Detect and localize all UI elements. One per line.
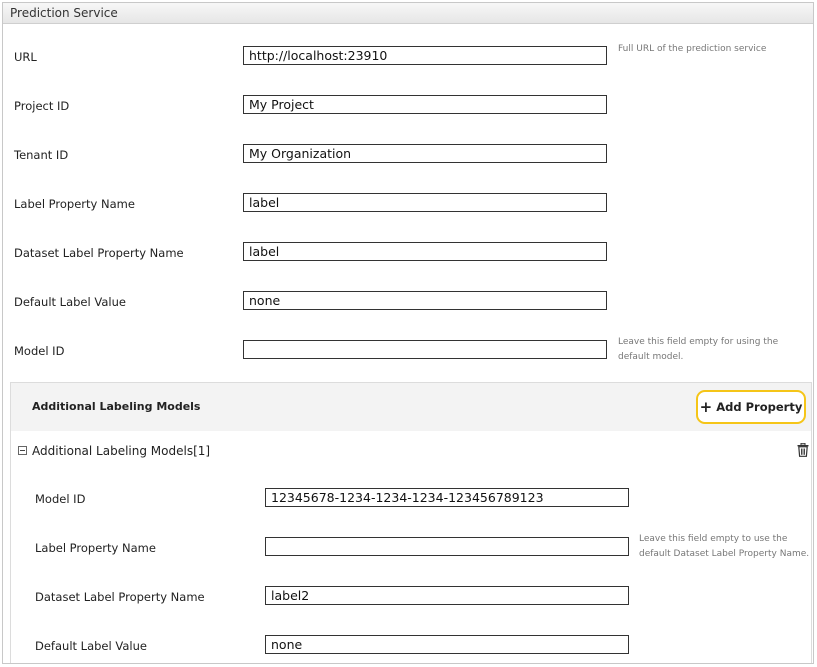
additional-labeling-models-title: Additional Labeling Models: [32, 400, 201, 413]
model-id-input[interactable]: [243, 340, 607, 359]
field-row-tenant-id: [3, 144, 813, 166]
url-help-text: Full URL of the prediction service: [618, 44, 767, 54]
sub-field-row-dataset-label-property-name: [11, 586, 811, 608]
additional-model-item-title: Additional Labeling Models[1]: [32, 444, 211, 458]
model-id-help-text: Leave this field empty for using the default model.: [618, 337, 779, 362]
sub-default-label-value-label: Default Label Value: [35, 639, 147, 653]
sub-dataset-label-property-name-label: Dataset Label Property Name: [35, 590, 205, 604]
trash-icon[interactable]: [797, 443, 809, 457]
additional-labeling-models-header: [11, 383, 811, 431]
project-id-label: Project ID: [14, 99, 70, 113]
field-row-project-id: [3, 95, 813, 117]
sub-model-id-label: Model ID: [35, 492, 86, 506]
label-property-name-label: Label Property Name: [14, 197, 135, 211]
collapse-icon[interactable]: [18, 446, 27, 455]
sub-default-label-value-input[interactable]: [265, 635, 629, 654]
plus-icon: +: [699, 398, 713, 416]
default-label-value-label: Default Label Value: [14, 295, 126, 309]
field-row-url: [3, 46, 813, 68]
prediction-service-panel: [2, 2, 814, 664]
sub-field-row-label-property-name: [11, 534, 811, 559]
sub-label-property-name-help-text: Leave this field empty to use the default Dataset Label Property Name.: [639, 534, 810, 559]
field-row-label-property-name: [3, 193, 813, 215]
sub-label-property-name-label: Label Property Name: [35, 541, 156, 555]
tenant-id-input[interactable]: [243, 144, 607, 163]
add-property-button[interactable]: [696, 390, 806, 424]
sub-dataset-label-property-name-input[interactable]: [265, 586, 629, 605]
sub-label-property-name-input[interactable]: [265, 537, 629, 556]
field-row-dataset-label-property-name: [3, 242, 813, 264]
sub-field-row-default-label-value: [11, 635, 811, 657]
label-property-name-input[interactable]: [243, 193, 607, 212]
tenant-id-label: Tenant ID: [14, 148, 69, 162]
sub-model-id-input[interactable]: [265, 488, 629, 507]
model-id-label: Model ID: [14, 344, 65, 358]
field-row-model-id: [3, 337, 813, 362]
field-row-default-label-value: [3, 291, 813, 313]
dataset-label-property-name-label: Dataset Label Property Name: [14, 246, 184, 260]
url-input[interactable]: [243, 46, 607, 65]
additional-labeling-models-section: [10, 382, 812, 664]
dataset-label-property-name-input[interactable]: [243, 242, 607, 261]
sub-field-row-model-id: [11, 488, 811, 510]
project-id-input[interactable]: [243, 95, 607, 114]
add-property-label: Add Property: [716, 400, 803, 414]
panel-title: Prediction Service: [3, 3, 813, 24]
default-label-value-input[interactable]: [243, 291, 607, 310]
url-label: URL: [14, 50, 37, 64]
